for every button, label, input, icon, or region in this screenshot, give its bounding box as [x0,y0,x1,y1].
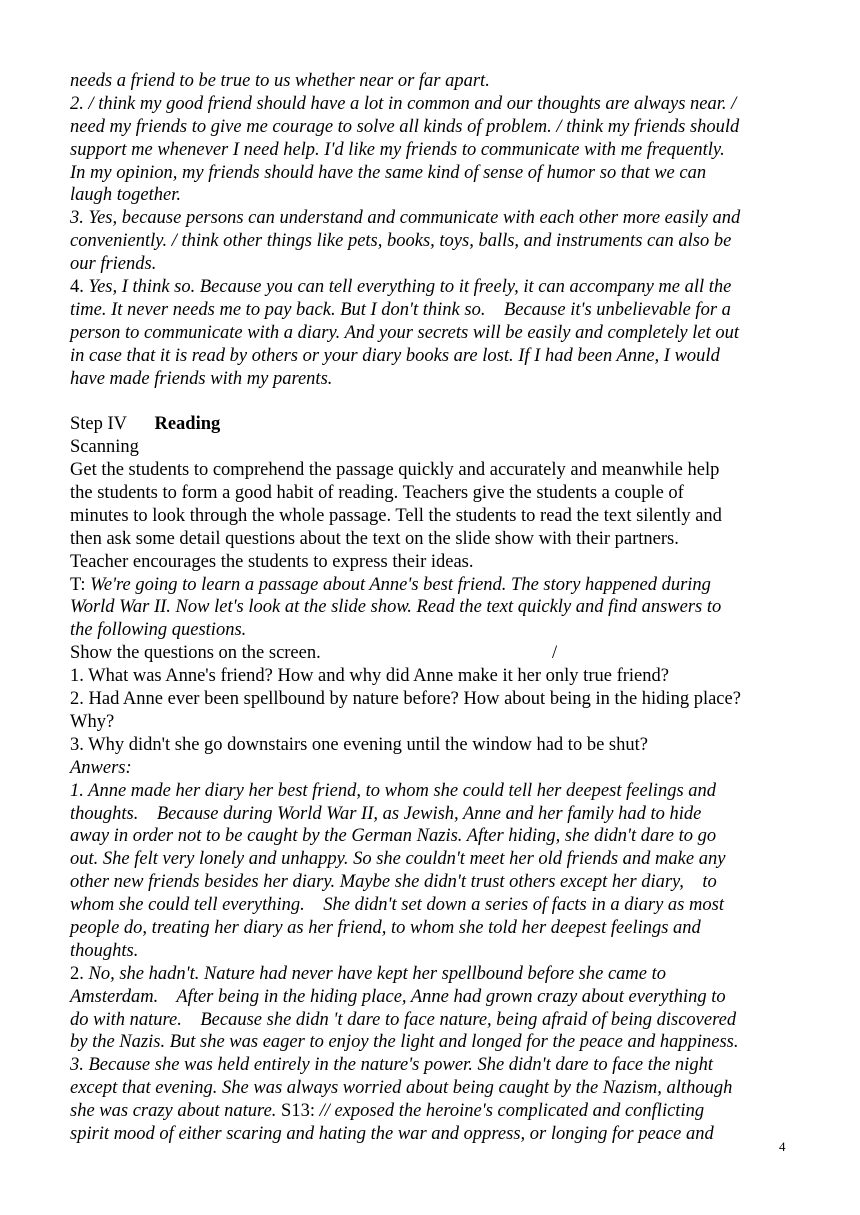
answer-line: laugh together. [70,185,181,206]
answer-line: need my friends to give me courage to solve all kinds of problem. / think my friends should [70,116,740,137]
answer-line: 3. Yes, because persons can understand and communicate with each other more easily and [70,208,741,229]
answers-label: Anwers: [70,757,132,778]
answer-line: 2. / think my good friend should have a lot in common and our thoughts are always near. / [70,93,737,114]
answer-line: by the Nazis. But she was eager to enjoy the light and longed for the peace and happiness. [70,1032,739,1053]
page-number: 4 [779,1139,786,1154]
instruction-line: Teacher encourages the students to express their ideas. [70,551,474,572]
answer-line: person to communicate with a diary. And your secrets will be easily and completely let out [70,322,739,343]
answer-line: needs a friend to be true to us whether near or far apart. [70,71,490,91]
answer-line: out. She felt very lonely and unhappy. So she couldn't meet her old friends and make any [70,849,726,870]
instruction-line: Get the students to comprehend the passage quickly and accurately and meanwhile help [70,460,720,481]
question-line: 2. Had Anne ever been spellbound by nature before? How about being in the hiding place? [70,689,741,710]
paragraph-gap [70,390,800,413]
answer-line: in case that it is read by others or your diary books are lost. If I had been Anne, I would [70,345,720,366]
answer-line: people do, treating her diary as her friend, to whom she told her deepest feelings and [70,917,701,938]
answer-text: No, she hadn't. Nature had never have kept her spellbound before she came to [88,963,667,984]
answer-text: // exposed the heroine's complicated and conflicting [319,1101,705,1122]
answer-line: thoughts. [70,940,139,961]
step-subheading: Scanning [70,437,139,458]
instruction-line: minutes to look through the whole passage. Tell the students to read the text silently and [70,505,722,526]
answer-line: thoughts. Because during World War II, as Jewish, Anne and her family had to hide [70,803,702,824]
teacher-line [70,574,800,597]
answer-line: other new friends besides her diary. Maybe she didn't trust others except her diary, to [70,872,717,893]
teacher-text: We're going to learn a passage about Anne's best friend. The story happened during [90,574,711,595]
answer-line: except that evening. She was always worried about being caught by the Nazism, although [70,1078,733,1099]
answer-number: 2. [70,963,89,984]
step-heading [70,413,800,436]
answer-text: she was crazy about nature. [70,1101,282,1122]
answer-line: spirit mood of either scaring and hating the war and oppress, or longing for peace and [70,1123,714,1144]
answer-number: 4. [70,277,89,298]
teacher-line: World War II. Now let's look at the slide show. Read the text quickly and find answers to [70,597,722,618]
answer-line: 1. Anne made her diary her best friend, to whom she could tell her deepest feelings and [70,780,717,801]
answer-line: Amsterdam. After being in the hiding place, Anne had grown crazy about everything to [70,986,726,1007]
answer-line: away in order not to be caught by the German Nazis. After hiding, she didn't dare to go [70,826,717,847]
answer-line [70,963,800,986]
answer-line: 3. Because she was held entirely in the nature's power. She didn't dare to face the night [70,1055,713,1076]
answer-line: have made friends with my parents. [70,368,333,389]
teacher-label: T: [70,574,91,595]
answer-line: In my opinion, my friends should have the same kind of sense of humor so that we can [70,162,707,183]
document-page [70,70,800,1146]
answer-line: support me whenever I need help. I'd like my friends to communicate with me frequently. [70,139,725,160]
slide-reference: S13: [281,1101,320,1122]
answer-line [70,1100,800,1123]
instruction-line: then ask some detail questions about the text on the slide show with their partners. [70,528,679,549]
answer-line [70,276,800,299]
answer-line: whom she could tell everything. She didn't set down a series of facts in a diary as most [70,895,724,916]
question-line: 3. Why didn't she go downstairs one evening until the window had to be shut? [70,734,648,755]
answer-line: conveniently. / think other things like pets, books, toys, balls, and instruments can also be [70,231,732,252]
answer-text: Yes, I think so. Because you can tell everything to it freely, it can accompany me all the [88,277,732,298]
question-line: Why? [70,711,115,732]
step-title: Reading [154,414,221,435]
teacher-line: the following questions. [70,620,247,641]
answer-line: our friends. [70,254,157,275]
question-line: 1. What was Anne's friend? How and why did Anne make it her only true friend? [70,666,669,687]
instruction-line: Show the questions on the screen. / [70,643,558,664]
answer-line: time. It never needs me to pay back. But I don't think so. Because it's unbelievable for a [70,299,731,320]
step-label: Step IV [70,414,155,435]
instruction-line: the students to form a good habit of reading. Teachers give the students a couple of [70,483,684,504]
answer-line: do with nature. Because she didn 't dare to face nature, being afraid of being discovered [70,1009,737,1030]
